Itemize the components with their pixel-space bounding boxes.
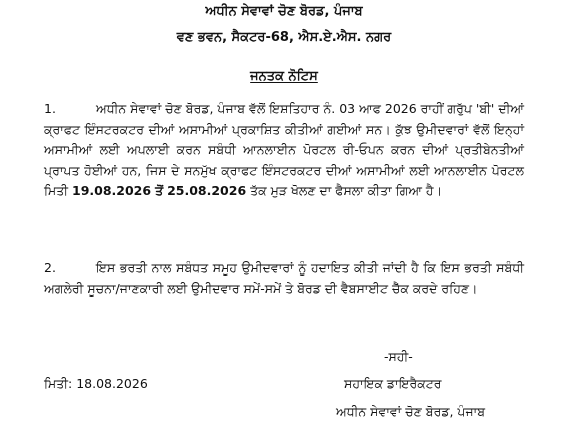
reopen-end-date: 25.08.2026: [167, 183, 247, 198]
paragraph-number: 1.: [44, 101, 56, 116]
signatory-title: ਸਹਾਇਕ ਡਾਇਰੈਕਟਰ: [344, 376, 442, 391]
paragraph-text: ਤੱਕ ਮੁੜ ਖੋਲਣ ਦਾ ਫੈਸਲਾ ਕੀਤਾ ਗਿਆ ਹੈ।: [250, 183, 443, 198]
signatory-organization: ਅਧੀਨ ਸੇਵਾਵਾਂ ਚੋਣ ਬੋਰਡ, ਪੰਜਾਬ: [336, 404, 485, 419]
notice-paragraph-2: [44, 258, 524, 299]
signed-mark: -ਸਹੀ-: [384, 349, 413, 364]
paragraph-number: 2.: [44, 260, 56, 275]
notice-paragraph-1: [44, 99, 524, 202]
date-value: 18.08.2026: [76, 376, 148, 391]
notice-date: [44, 376, 148, 392]
paragraph-text: ਅਧੀਨ ਸੇਵਾਵਾਂ ਚੋਣ ਬੋਰਡ, ਪੰਜਾਬ ਵੱਲੋਂ ਇਸ਼ਤਿਹਾਰ ਨੰ. 03 ਆਫ 2026 ਰਾਹੀਂ ਗਰੁੱਪ 'ਬੀ' ਦੀਆਂ ਕ੍ਰਾਫਟ ਇੰਸਟਰਕਟਰ ਦੀਆਂ ਅਸਾਮੀਆਂ ਪ੍ਰਕਾਸ਼ਿਤ ਕੀਤੀਆਂ ਗਈਆਂ ਸਨ। ਕੁੱਝ ਉਮੀਦਵਾਰਾਂ ਵੱਲੋਂ ਇਨ੍ਹਾਂ ਅਸਾਮੀਆਂ ਲਈ ਅਪਲਾਈ ਕਰਨ ਸਬੰਧੀ ਆਨਲਾਈਨ ਪੋਰਟਲ ਰੀ-ਓਪਨ ਕਰਨ ਦੀਆਂ ਪ੍ਰਤੀਬੇਨਤੀਆਂ ਪ੍ਰਾਪਤ ਹੋਈਆਂ ਹਨ, ਜਿਸ ਦੇ ਸਨਮੁੱਖ ਕ੍ਰਾਫਟ ਇੰਸਟਰਕਟਰ ਦੀਆਂ ਅਸਾਮੀਆਂ ਲਈ ਆਨਲਾਈਨ ਪੋਰਟਲ ਮਿਤੀ: [44, 101, 524, 198]
board-address-heading: ਵਣ ਭਵਨ, ਸੈਕਟਰ-68, ਐਸ.ਏ.ਐਸ. ਨਗਰ: [176, 30, 392, 45]
date-range-conjunction: ਤੋਂ: [155, 183, 164, 198]
paragraph-text: ਇਸ ਭਰਤੀ ਨਾਲ ਸਬੰਧਤ ਸਮੂਹ ਉਮੀਦਵਾਰਾਂ ਨੂੰ ਹਦਾਇਤ ਕੀਤੀ ਜਾਂਦੀ ਹੈ ਕਿ ਇਸ ਭਰਤੀ ਸਬੰਧੀ ਅਗਲੇਰੀ ਸੂਚਨਾ/ਜਾਣਕਾਰੀ ਲਈ ਉਮੀਦਵਾਰ ਸਮੇਂ-ਸਮੇਂ ਤੇ ਬੋਰਡ ਦੀ ਵੈਬਸਾਈਟ ਚੈੱਕ ਕਰਦੇ ਰਹਿਣ।: [44, 260, 524, 296]
date-label: ਮਿਤੀ:: [44, 376, 73, 391]
notice-title: ਜਨਤਕ ਨੋਟਿਸ: [250, 69, 318, 84]
board-name-heading: ਅਧੀਨ ਸੇਵਾਵਾਂ ਚੋਣ ਬੋਰਡ, ਪੰਜਾਬ: [205, 4, 363, 19]
reopen-start-date: 19.08.2026: [72, 183, 152, 198]
